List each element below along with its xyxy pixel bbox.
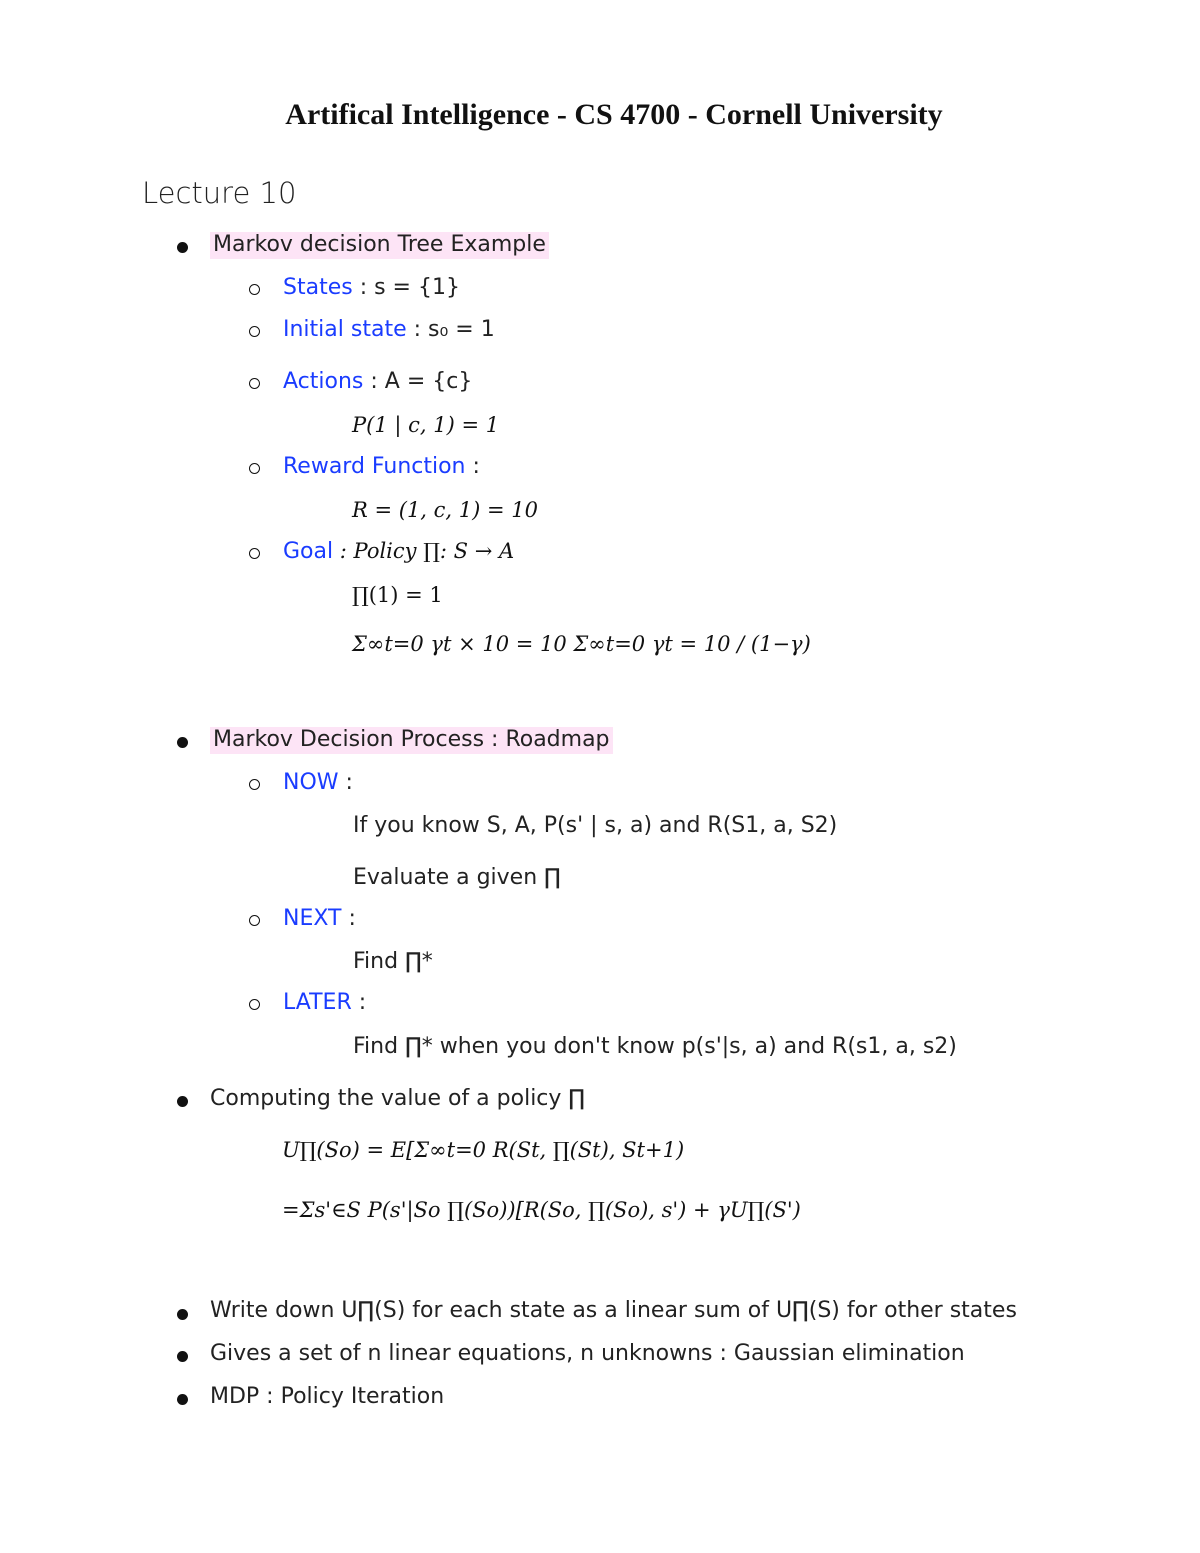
value-equation: U∏(So) = E[Σ∞t=0 R(St, ∏(St), St+1) [282,1138,685,1162]
later-line [283,990,366,1015]
circle-bullet-icon [249,548,260,559]
actions-label: Actions [283,369,364,394]
section-heading-mdp-tree: Markov decision Tree Example [210,232,549,257]
bullet-icon [177,737,188,748]
circle-bullet-icon [249,378,260,389]
now-text-2: Evaluate a given ∏ [353,865,561,890]
states-line [283,275,460,300]
goal-line [283,539,514,564]
later-label: LATER [283,990,352,1015]
reward-equation: R = (1, c, 1) = 10 [352,498,538,522]
circle-bullet-icon [249,999,260,1010]
reward-line [283,454,480,479]
bullet-icon [177,1096,188,1107]
page-title: Artifical Intelligence - CS 4700 - Cornell University [285,98,943,131]
now-line [283,770,353,795]
circle-bullet-icon [249,915,260,926]
now-text-1: If you know S, A, P(s' | s, a) and R(S1, a, S2) [353,813,838,838]
later-colon: : [351,990,367,1015]
policy-iteration-item: MDP : Policy Iteration [210,1384,445,1409]
bullet-icon [177,242,188,253]
bullet-icon [177,1351,188,1362]
circle-bullet-icon [249,284,260,295]
states-value: : s = {1} [352,275,460,300]
states-label: States [283,275,353,300]
write-down-item: Write down U∏(S) for each state as a linear sum of U∏(S) for other states [210,1298,1017,1323]
actions-line [283,369,472,394]
next-text: Find ∏* [353,949,433,974]
computing-heading: Computing the value of a policy ∏ [210,1086,586,1111]
circle-bullet-icon [249,463,260,474]
lecture-heading: Lecture 10 [142,176,297,210]
sum-equation: Σ∞t=0 γt × 10 = 10 Σ∞t=0 γt = 10 / (1−γ) [352,632,811,656]
section-heading-mdp-roadmap: Markov Decision Process : Roadmap [210,727,613,752]
initial-state-value: : s₀ = 1 [406,317,495,342]
circle-bullet-icon [249,779,260,790]
now-label: NOW [283,770,339,795]
initial-state-line [283,317,495,342]
next-line [283,906,356,931]
bullet-icon [177,1394,188,1405]
goal-label: Goal [283,539,334,564]
initial-state-label: Initial state [283,317,407,342]
next-colon: : [341,906,356,931]
reward-label: Reward Function [283,454,466,479]
policy-equation: ∏(1) = 1 [352,583,443,607]
now-colon: : [338,770,353,795]
bullet-icon [177,1309,188,1320]
next-label: NEXT [283,906,342,931]
reward-colon: : [465,454,480,479]
actions-value: : A = {c} [363,369,473,394]
bellman-equation: =Σs'∈S P(s'|So ∏(So))[R(So, ∏(So), s') + γU∏(S') [282,1198,801,1222]
circle-bullet-icon [249,326,260,337]
goal-value: : Policy ∏: S → A [333,539,515,563]
linear-equations-item: Gives a set of n linear equations, n unknowns : Gaussian elimination [210,1341,965,1366]
later-text: Find ∏* when you don't know p(s'|s, a) and R(s1, a, s2) [353,1034,957,1059]
transition-equation: P(1 | c, 1) = 1 [352,413,500,437]
